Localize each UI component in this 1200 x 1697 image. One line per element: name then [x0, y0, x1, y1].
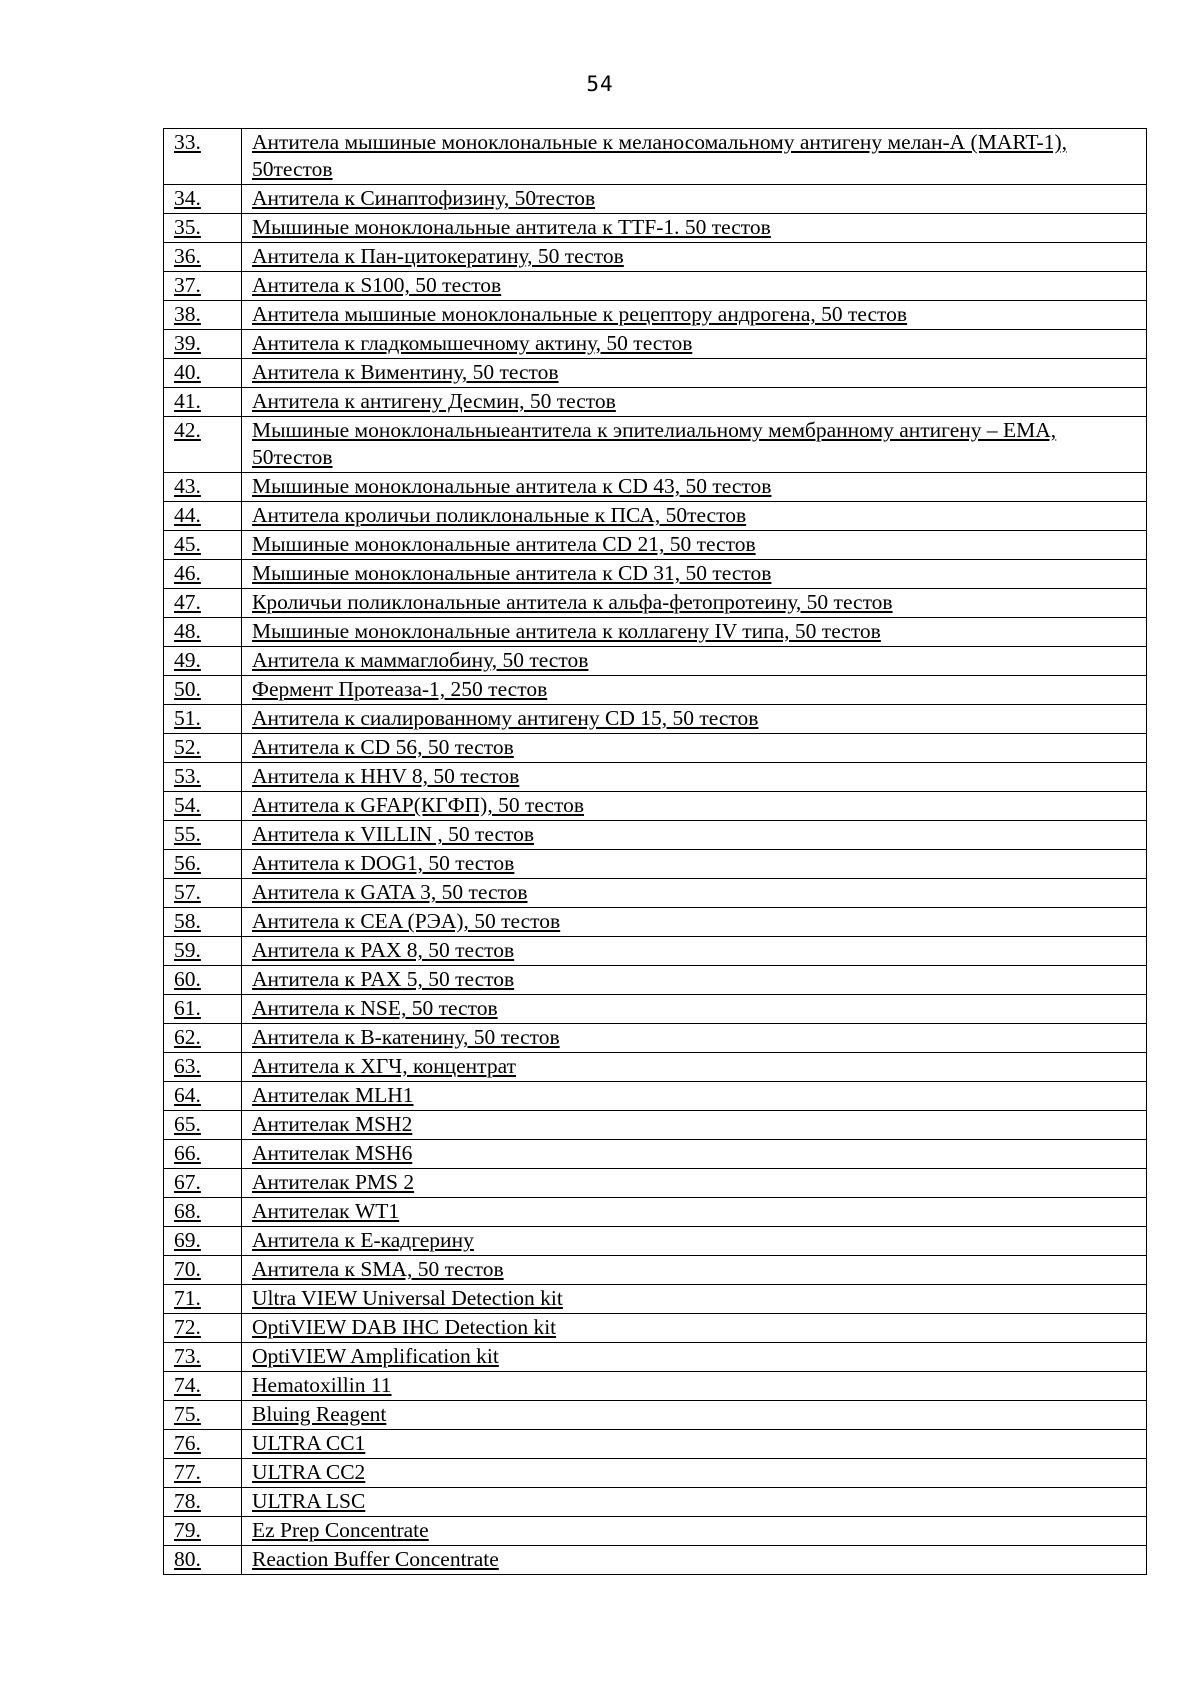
- row-number: 44.: [174, 503, 201, 527]
- row-number-cell: [164, 1169, 242, 1198]
- row-name: Антитела к CD 56, 50 тестов: [252, 735, 514, 759]
- row-name-cell: [242, 1517, 1147, 1546]
- row-name-cell: [242, 560, 1147, 589]
- row-number: 43.: [174, 474, 201, 498]
- row-number: 35.: [174, 215, 201, 239]
- table-row: [164, 1285, 1147, 1314]
- row-number-cell: [164, 473, 242, 502]
- table-row: [164, 359, 1147, 388]
- row-number: 46.: [174, 561, 201, 585]
- row-number: 54.: [174, 793, 201, 817]
- row-number-cell: [164, 1314, 242, 1343]
- row-number: 47.: [174, 590, 201, 614]
- table-row: [164, 676, 1147, 705]
- row-number-cell: [164, 618, 242, 647]
- row-name: Антитела к S100, 50 тестов: [252, 273, 502, 297]
- row-number: 62.: [174, 1025, 201, 1049]
- row-name-cell: [242, 1169, 1147, 1198]
- row-name: Антитела к HHV 8, 50 тестов: [252, 764, 520, 788]
- table-row: [164, 473, 1147, 502]
- row-name: Ez Prep Concentrate: [252, 1518, 429, 1542]
- row-name: Антитела к антигену Десмин, 50 тестов: [252, 389, 616, 413]
- table-row: [164, 879, 1147, 908]
- row-name-cell: [242, 417, 1147, 473]
- row-number: 52.: [174, 735, 201, 759]
- row-number-cell: [164, 1140, 242, 1169]
- row-name-cell: [242, 1111, 1147, 1140]
- row-number: 78.: [174, 1489, 201, 1513]
- row-number-cell: [164, 1198, 242, 1227]
- table-row: [164, 908, 1147, 937]
- row-name: Фермент Протеаза-1, 250 тестов: [252, 677, 548, 701]
- row-number: 73.: [174, 1344, 201, 1368]
- row-name-cell: [242, 214, 1147, 243]
- row-name: Антитела к PAX 8, 50 тестов: [252, 938, 515, 962]
- row-name-cell: [242, 185, 1147, 214]
- row-name: ULTRA LSC: [252, 1489, 366, 1513]
- row-number-cell: [164, 966, 242, 995]
- row-name: Антитела к В-катенину, 50 тестов: [252, 1025, 560, 1049]
- row-number-cell: [164, 1024, 242, 1053]
- row-number: 77.: [174, 1460, 201, 1484]
- row-name-cell: [242, 618, 1147, 647]
- row-number-cell: [164, 272, 242, 301]
- row-number-cell: [164, 1256, 242, 1285]
- row-name-cell: [242, 1488, 1147, 1517]
- row-name: Мышиные моноклональныеантитела к эпителиальному мембранному антигену – ЕМА, 50тестов: [252, 418, 1057, 469]
- row-name-cell: [242, 589, 1147, 618]
- row-name: ULTRA CC1: [252, 1431, 366, 1455]
- row-number: 51.: [174, 706, 201, 730]
- row-name-cell: [242, 243, 1147, 272]
- row-name: Hematoxillin 11: [252, 1373, 392, 1397]
- row-name: Антитела к DOG1, 50 тестов: [252, 851, 515, 875]
- row-name-cell: [242, 502, 1147, 531]
- row-name: Антитела мышиные моноклональные к меланосомальному антигену мелан-А (MART-1), 50тестов: [252, 130, 1067, 181]
- row-number-cell: [164, 734, 242, 763]
- row-number: 33.: [174, 130, 201, 154]
- row-name-cell: [242, 301, 1147, 330]
- table-row: [164, 705, 1147, 734]
- row-number-cell: [164, 1488, 242, 1517]
- table-row: [164, 1024, 1147, 1053]
- table-row: [164, 1343, 1147, 1372]
- row-name-cell: [242, 821, 1147, 850]
- row-name: Антителак WT1: [252, 1199, 400, 1223]
- row-number: 74.: [174, 1373, 201, 1397]
- row-number-cell: [164, 995, 242, 1024]
- row-name-cell: [242, 531, 1147, 560]
- table-row: [164, 1140, 1147, 1169]
- row-name: Мышиные моноклональные антитела CD 21, 50 тестов: [252, 532, 756, 556]
- row-name: Антителак MSH6: [252, 1141, 413, 1165]
- row-name-cell: [242, 850, 1147, 879]
- row-number-cell: [164, 792, 242, 821]
- items-table: [163, 128, 1147, 1575]
- row-name: Антитела к NSE, 50 тестов: [252, 996, 498, 1020]
- row-number: 37.: [174, 273, 201, 297]
- row-name-cell: [242, 1198, 1147, 1227]
- table-row: [164, 185, 1147, 214]
- row-name: ULTRA CC2: [252, 1460, 366, 1484]
- table-row: [164, 937, 1147, 966]
- row-number: 36.: [174, 244, 201, 268]
- row-number: 38.: [174, 302, 201, 326]
- row-number: 55.: [174, 822, 201, 846]
- row-name: Антитела к Синаптофизину, 50тестов: [252, 186, 596, 210]
- row-number-cell: [164, 214, 242, 243]
- table-row: [164, 1169, 1147, 1198]
- table-row: [164, 301, 1147, 330]
- row-number-cell: [164, 647, 242, 676]
- row-name-cell: [242, 734, 1147, 763]
- row-name: Антитела к SMA, 50 тестов: [252, 1257, 504, 1281]
- row-number: 63.: [174, 1054, 201, 1078]
- table-row: [164, 1314, 1147, 1343]
- row-number-cell: [164, 589, 242, 618]
- table-row: [164, 1488, 1147, 1517]
- table-row: [164, 214, 1147, 243]
- row-name: Ultra VIEW Universal Detection kit: [252, 1286, 563, 1310]
- row-name: Мышиные моноклональные антитела к CD 31, 50 тестов: [252, 561, 772, 585]
- row-number-cell: [164, 1285, 242, 1314]
- row-number-cell: [164, 1111, 242, 1140]
- row-name: Антитела к ХГЧ, концентрат: [252, 1054, 516, 1078]
- row-name: Антитела к GATA 3, 50 тестов: [252, 880, 528, 904]
- table-row: [164, 1256, 1147, 1285]
- table-row: [164, 129, 1147, 185]
- row-name-cell: [242, 1285, 1147, 1314]
- row-name-cell: [242, 272, 1147, 301]
- row-number: 50.: [174, 677, 201, 701]
- table-row: [164, 792, 1147, 821]
- row-name: Антитела к гладкомышечному актину, 50 тестов: [252, 331, 693, 355]
- row-number-cell: [164, 1227, 242, 1256]
- row-name-cell: [242, 1053, 1147, 1082]
- table-row: [164, 1459, 1147, 1488]
- row-name-cell: [242, 908, 1147, 937]
- row-name-cell: [242, 1256, 1147, 1285]
- row-number: 65.: [174, 1112, 201, 1136]
- row-name-cell: [242, 1372, 1147, 1401]
- table-row: [164, 821, 1147, 850]
- row-name-cell: [242, 647, 1147, 676]
- row-number-cell: [164, 388, 242, 417]
- row-name: Антитела к CEA (РЭА), 50 тестов: [252, 909, 561, 933]
- table-row: [164, 995, 1147, 1024]
- items-table-body: [164, 129, 1147, 1575]
- row-name: Reaction Buffer Concentrate: [252, 1547, 499, 1571]
- table-row: [164, 1430, 1147, 1459]
- table-row: [164, 243, 1147, 272]
- row-number-cell: [164, 1430, 242, 1459]
- row-number-cell: [164, 1401, 242, 1430]
- row-name-cell: [242, 937, 1147, 966]
- row-name: Мышиные моноклональные антитела к TTF-1. 50 тестов: [252, 215, 771, 239]
- row-name: Антитела к Пан-цитокератину, 50 тестов: [252, 244, 624, 268]
- row-number: 45.: [174, 532, 201, 556]
- table-row: [164, 531, 1147, 560]
- row-number: 64.: [174, 1083, 201, 1107]
- row-number-cell: [164, 129, 242, 185]
- row-number-cell: [164, 359, 242, 388]
- row-number: 72.: [174, 1315, 201, 1339]
- row-name: Антитела к сиалированному антигену CD 15, 50 тестов: [252, 706, 759, 730]
- row-name: Антителак PMS 2: [252, 1170, 415, 1194]
- row-number: 40.: [174, 360, 201, 384]
- row-number: 42.: [174, 418, 201, 442]
- row-name-cell: [242, 792, 1147, 821]
- row-name-cell: [242, 1401, 1147, 1430]
- row-number: 80.: [174, 1547, 201, 1571]
- row-number-cell: [164, 330, 242, 359]
- table-row: [164, 763, 1147, 792]
- row-name-cell: [242, 473, 1147, 502]
- row-name-cell: [242, 1343, 1147, 1372]
- row-number-cell: [164, 763, 242, 792]
- table-row: [164, 1082, 1147, 1111]
- row-name: Bluing Reagent: [252, 1402, 387, 1426]
- table-row: [164, 502, 1147, 531]
- table-row: [164, 1517, 1147, 1546]
- row-number-cell: [164, 937, 242, 966]
- row-number: 69.: [174, 1228, 201, 1252]
- row-number: 57.: [174, 880, 201, 904]
- row-number: 39.: [174, 331, 201, 355]
- row-number: 41.: [174, 389, 201, 413]
- row-number: 71.: [174, 1286, 201, 1310]
- row-name-cell: [242, 1430, 1147, 1459]
- row-name: Антитела к маммаглобину, 50 тестов: [252, 648, 589, 672]
- row-number: 61.: [174, 996, 201, 1020]
- table-row: [164, 647, 1147, 676]
- row-number-cell: [164, 821, 242, 850]
- row-name-cell: [242, 1459, 1147, 1488]
- table-row: [164, 1546, 1147, 1575]
- row-number: 79.: [174, 1518, 201, 1542]
- row-name-cell: [242, 879, 1147, 908]
- table-row: [164, 1111, 1147, 1140]
- row-number: 66.: [174, 1141, 201, 1165]
- table-row: [164, 417, 1147, 473]
- table-row: [164, 1401, 1147, 1430]
- row-name: Антитела мышиные моноклональные к рецептору андрогена, 50 тестов: [252, 302, 908, 326]
- row-number-cell: [164, 1053, 242, 1082]
- row-name-cell: [242, 676, 1147, 705]
- row-number-cell: [164, 531, 242, 560]
- row-number: 67.: [174, 1170, 201, 1194]
- row-number: 70.: [174, 1257, 201, 1281]
- row-name: Антителак MLH1: [252, 1083, 414, 1107]
- row-number-cell: [164, 1546, 242, 1575]
- row-name-cell: [242, 1314, 1147, 1343]
- row-number-cell: [164, 560, 242, 589]
- table-row: [164, 272, 1147, 301]
- row-name: Антитела к Е-кадгерину: [252, 1228, 474, 1252]
- table-row: [164, 618, 1147, 647]
- row-name-cell: [242, 966, 1147, 995]
- row-name-cell: [242, 995, 1147, 1024]
- page-number: 54: [586, 72, 614, 96]
- row-number: 60.: [174, 967, 201, 991]
- table-row: [164, 1227, 1147, 1256]
- row-number-cell: [164, 705, 242, 734]
- row-name-cell: [242, 1140, 1147, 1169]
- row-name: Мышиные моноклональные антитела к CD 43, 50 тестов: [252, 474, 772, 498]
- table-row: [164, 734, 1147, 763]
- table-row: [164, 330, 1147, 359]
- row-number: 75.: [174, 1402, 201, 1426]
- row-number-cell: [164, 908, 242, 937]
- row-number-cell: [164, 879, 242, 908]
- row-number-cell: [164, 243, 242, 272]
- row-name-cell: [242, 1546, 1147, 1575]
- row-number-cell: [164, 1372, 242, 1401]
- row-name: Антитела кроличьи поликлональные к ПСА, 50тестов: [252, 503, 747, 527]
- table-row: [164, 388, 1147, 417]
- row-name: Антитела к Виментину, 50 тестов: [252, 360, 559, 384]
- table-row: [164, 1053, 1147, 1082]
- row-name: Антитела к GFAP(КГФП), 50 тестов: [252, 793, 584, 817]
- row-number-cell: [164, 1082, 242, 1111]
- row-number: 49.: [174, 648, 201, 672]
- row-name: Антитела к PAX 5, 50 тестов: [252, 967, 515, 991]
- row-number-cell: [164, 417, 242, 473]
- row-number: 59.: [174, 938, 201, 962]
- row-name: OptiVIEW Amplification kit: [252, 1344, 499, 1368]
- row-name: Антителак MSH2: [252, 1112, 413, 1136]
- table-row: [164, 589, 1147, 618]
- row-name-cell: [242, 705, 1147, 734]
- row-name: Кроличьи поликлональные антитела к альфа-фетопротеину, 50 тестов: [252, 590, 893, 614]
- row-number: 53.: [174, 764, 201, 788]
- row-name: Мышиные моноклональные антитела к коллагену IV типа, 50 тестов: [252, 619, 881, 643]
- table-row: [164, 850, 1147, 879]
- row-name-cell: [242, 388, 1147, 417]
- row-number: 58.: [174, 909, 201, 933]
- row-number: 34.: [174, 186, 201, 210]
- row-number-cell: [164, 1343, 242, 1372]
- row-number-cell: [164, 850, 242, 879]
- row-name-cell: [242, 1024, 1147, 1053]
- row-name-cell: [242, 763, 1147, 792]
- row-name-cell: [242, 1082, 1147, 1111]
- table-row: [164, 966, 1147, 995]
- row-name-cell: [242, 359, 1147, 388]
- row-name-cell: [242, 1227, 1147, 1256]
- row-number-cell: [164, 185, 242, 214]
- row-number-cell: [164, 1517, 242, 1546]
- row-number: 68.: [174, 1199, 201, 1223]
- table-row: [164, 1198, 1147, 1227]
- row-name: Антитела к VILLIN , 50 тестов: [252, 822, 535, 846]
- table-row: [164, 1372, 1147, 1401]
- row-number: 76.: [174, 1431, 201, 1455]
- row-name-cell: [242, 129, 1147, 185]
- row-name: OptiVIEW DAB IHC Detection kit: [252, 1315, 557, 1339]
- row-name-cell: [242, 330, 1147, 359]
- row-number-cell: [164, 676, 242, 705]
- row-number: 48.: [174, 619, 201, 643]
- row-number-cell: [164, 301, 242, 330]
- row-number-cell: [164, 502, 242, 531]
- row-number-cell: [164, 1459, 242, 1488]
- table-row: [164, 560, 1147, 589]
- row-number: 56.: [174, 851, 201, 875]
